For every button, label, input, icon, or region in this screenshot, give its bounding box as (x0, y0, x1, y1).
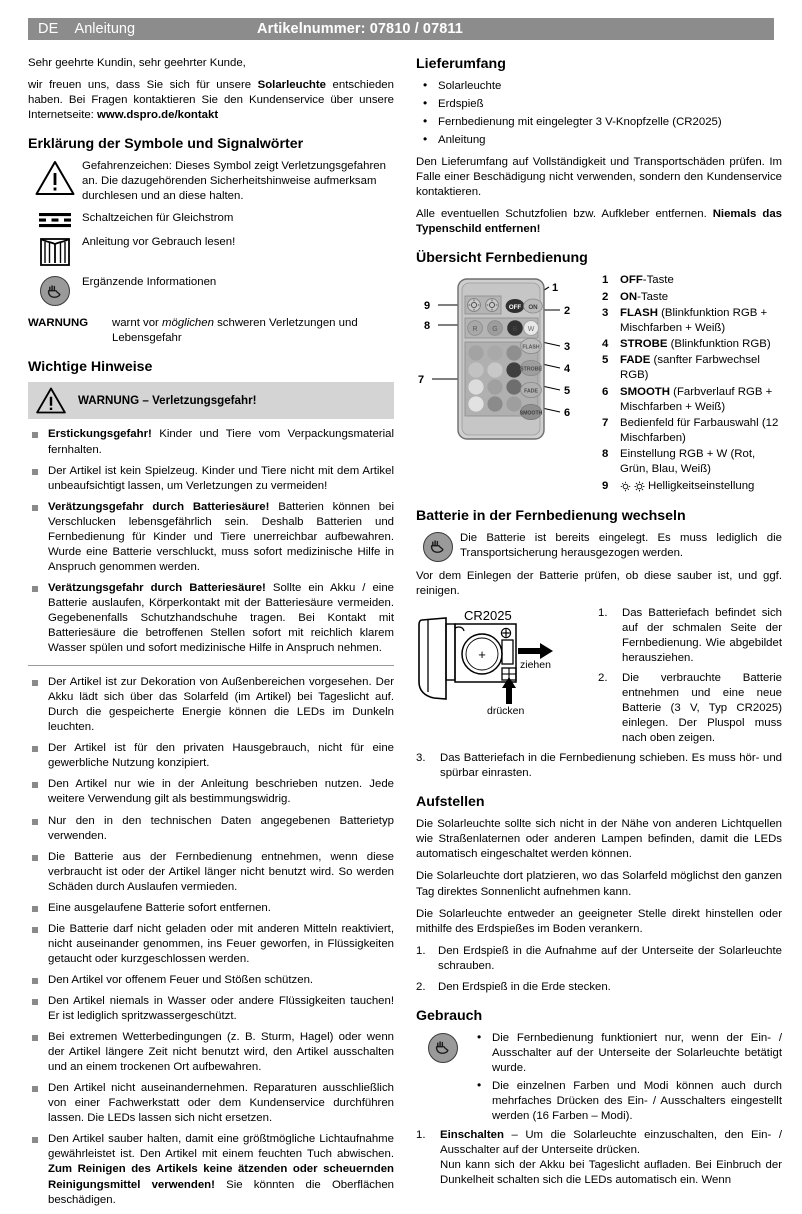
pointing-hand-glyph (46, 282, 65, 301)
bullet-text: Die Batterie aus der Fernbedienung entnehmen, wenn diese verbraucht ist oder der Artikel länger nicht benutzt wird. So werden Schäden durch Auslaufen vermieden. (48, 850, 394, 893)
callout-6: 6 (564, 407, 571, 420)
legend-item-2 (600, 290, 782, 305)
bullet-text: Den Artikel vor offenem Feuer und Stößen schützen. (48, 973, 314, 986)
legend-text: Bedienfeld für Farbauswahl (12 Mischfarben) (620, 416, 779, 445)
usage-note-block (416, 1031, 782, 1128)
list-item (28, 464, 394, 494)
pointing-hand-glyph (434, 1038, 453, 1057)
info-hand-circle (40, 276, 70, 306)
setup-steps-list (416, 944, 782, 995)
list-item (28, 1030, 394, 1075)
legend-text: -Taste (642, 274, 674, 287)
signalword-part-2: schweren Verletzungen und Lebensgefahr (112, 317, 358, 345)
signalword-text (112, 316, 394, 346)
list-item (28, 850, 394, 895)
tray-notch (455, 627, 464, 631)
usage-step-continuation: Nun kann sich der Akku bei Tageslicht aufladen. Bei Einbruch der Dunkelheit schalten sich die LEDs automatisch ein. Wenn (440, 1159, 782, 1187)
symbol-row-warning (28, 159, 394, 204)
callout-1: 1 (552, 282, 559, 295)
scope-para2-emphasis: Niemals das Typenschild entfernen! (416, 208, 782, 236)
list-item (28, 427, 394, 457)
header-document-type: Anleitung (74, 21, 136, 37)
bullet-text: Der Artikel ist für den privaten Hausgebrauch, nicht für eine gewerbliche Nutzung konzipiert. (48, 742, 394, 770)
battery-note-text: Die Batterie ist bereits eingelegt. Es muss lediglich die Transportsicherung herausgezogen werden. (460, 531, 782, 559)
list-item (416, 1128, 782, 1188)
info-hand-circle (423, 532, 453, 562)
right-column (416, 56, 782, 1193)
battery-slot-rail (446, 624, 455, 680)
brightness-setting-icons (620, 481, 645, 492)
symbol-text-manual: Anleitung vor Gebrauch lesen! (82, 236, 236, 249)
fade-button-label: FADE (524, 389, 538, 396)
setup-heading: Aufstellen (416, 794, 485, 811)
header-article-number: Artikelnummer: 07810 / 07811 (257, 21, 463, 37)
legend-item-4 (600, 337, 782, 352)
bullet-text: Eine ausgelaufene Batterie sofort entfernen. (48, 901, 271, 914)
symbol-text-warning: Gefahrenzeichen: Dieses Symbol zeigt Verletzungsgefahren an. Die dazugehörenden Sicherheitshinweise aufmerksam durchlesen und an diese halten. (82, 160, 386, 203)
red-button-label: R (472, 326, 478, 334)
legend-bold: SMOOTH (620, 385, 670, 398)
remote-housing-side (419, 618, 446, 699)
bullet-lead: Verätzungsgefahr durch Batteriesäure! (48, 581, 266, 594)
battery-retainer (502, 640, 513, 664)
symbol-row-manual (28, 235, 394, 268)
callout-9: 9 (424, 300, 431, 313)
legend-item-1 (600, 273, 782, 288)
blue-button-label: B (512, 326, 518, 334)
battery-type-label: CR2025 (464, 607, 512, 623)
strobe-button-label: STROBE (520, 367, 542, 374)
list-item: • Solarleuchte (416, 79, 782, 94)
smooth-button-label: SMOOTH (519, 411, 543, 418)
brightness-up-icon (634, 481, 645, 492)
list-item (28, 994, 394, 1024)
legend-text: (Blinkfunktion RGB + Mischfarben + Weiß) (620, 306, 768, 334)
warning-triangle-icon (36, 387, 66, 414)
intro-paragraph (28, 78, 394, 123)
legend-item-6 (600, 385, 782, 415)
list-item (28, 814, 394, 844)
bullet-text: Der Artikel ist kein Spielzeug. Kinder und Tiere nicht mit dem Artikel unbeaufsichtigt lassen, um Verletzungen zu vermeiden! (48, 464, 394, 492)
scope-para2-lead: Alle eventuellen Schutzfolien bzw. Aufkleber entfernen. (416, 208, 713, 221)
left-column (28, 56, 394, 1214)
bullet-text: Batterien können bei Verschlucken lebensgefährlich sein. Deshalb Batterien und Fernbedienung für Kinder und Tiere unerreichbar aufbewahren. Wurde eine Batterie verschluckt, muss sofort medizinische Hilfe in Anspruch genommen werden. (48, 500, 395, 573)
flash-button-label: FLASH (522, 345, 540, 352)
symbols-heading: Erklärung der Symbole und Signalwörter (28, 136, 304, 153)
legend-text: (Farbverlauf RGB + Mischfarben + Weiß) (620, 385, 773, 413)
list-item: • Anleitung (416, 133, 782, 148)
bullet-emphasis: Zum Reinigen des Artikels keine ätzenden oder scheuernden Reinigungsmittel verwenden! (48, 1163, 394, 1191)
legend-item-7 (600, 416, 782, 446)
brightness-down-icon (620, 481, 631, 492)
list-item (28, 973, 394, 988)
remote-legend (594, 273, 782, 494)
pointing-hand-glyph (429, 537, 448, 556)
symbol-text-dc: Schaltzeichen für Gleichstrom (82, 212, 234, 225)
intro-website: www.dspro.de/kontakt (97, 109, 219, 122)
legend-bold: OFF (620, 274, 643, 287)
push-arrow-icon (502, 677, 516, 704)
list-item (28, 901, 394, 916)
additional-information-icon (28, 275, 82, 306)
open-book-glyph (39, 236, 71, 268)
bullet-tail: Sie könnten die Oberflächen beschädigen. (48, 1178, 394, 1206)
on-button-label: ON (528, 304, 538, 312)
warning-banner (28, 382, 394, 419)
callout-7: 7 (418, 374, 425, 387)
two-column-body (28, 56, 782, 1214)
bullet-text: Den Artikel nicht auseinandernehmen. Reparaturen ausschließlich von einer Fachwerkstatt oder dem Kundenservice durchführen lassen. Die LEDs lassen sich nicht ersetzen. (48, 1082, 394, 1125)
warning-triangle-icon (28, 159, 82, 196)
legend-bold: FADE (620, 354, 651, 367)
warning-banner-text: WARNUNG – Verletzungsgefahr! (78, 394, 257, 408)
usage-steps-list (416, 1128, 782, 1188)
usage-step-text: – Um die Solarleuchte einzuschalten, den Ein- / Ausschalter auf der Unterseite drücken. (440, 1129, 782, 1157)
off-button-label: OFF (508, 304, 522, 312)
battery-diagram (416, 606, 594, 718)
bullet-text: Sollte ein Akku / eine Batterie auslaufen, Körperkontakt mit der Batteriesäure vermeiden. Gegebenenfalls Schutzhandschuhe tragen. Bei Kontakt mit Batteriesäure die betroffenen Stellen sofort mit reichlich klarem Wasser spülen und sofort medizinische Hilfe in Anspruch nehmen. (48, 581, 395, 655)
legend-item-5 (600, 353, 782, 383)
usage-notes-body (470, 1031, 782, 1128)
remote-legend-list (600, 273, 782, 493)
remote-overview-block (416, 273, 782, 494)
legend-text: (Blinkfunktion RGB) (667, 338, 771, 351)
setup-paragraph-3: Die Solarleuchte entweder an geeigneter Stelle direkt hinstellen oder mithilfe des Erdspießes im Boden verankern. (416, 907, 782, 935)
battery-step-3-list (416, 751, 782, 781)
scope-of-delivery-list (416, 79, 782, 148)
remote-control-diagram (416, 273, 594, 445)
additional-information-icon (416, 1031, 470, 1063)
list-item: Den Erdspieß in die Aufnahme auf der Unterseite der Solarleuchte schrauben. (438, 944, 782, 972)
symbol-text-info: Ergänzende Informationen (82, 276, 217, 289)
bullet-text: Bei extremen Wetterbedingungen (z. B. Sturm, Hagel) oder wenn der Artikel längere Zeit nicht benutzt wird, den Artikel ausschalten und an einem trockenen Ort aufbewahren. (48, 1031, 394, 1074)
legend-item-8 (600, 447, 782, 477)
list-item (28, 777, 394, 807)
battery-change-heading: Batterie in der Fernbedienung wechseln (416, 507, 686, 524)
info-hand-circle (428, 1033, 458, 1063)
salutation-text: Sehr geehrte Kundin, sehr geehrter Kunde, (28, 57, 246, 69)
callout-8: 8 (424, 320, 431, 333)
list-item (28, 741, 394, 771)
signalword-emphasis: möglichen (162, 317, 214, 330)
signalword-definition (28, 316, 394, 346)
bullet-text: Den Artikel nur wie in der Anleitung beschrieben nutzen. Jede weitere Verwendung gilt als bestimmungswidrig. (48, 778, 394, 806)
callout-3: 3 (564, 341, 571, 354)
list-item: Das Batteriefach in die Fernbedienung schieben. Es muss hör- und spürbar einrasten. (440, 752, 782, 780)
callout-5: 5 (564, 385, 571, 398)
list-item: Den Erdspieß in die Erde stecken. (438, 980, 611, 993)
important-notes-heading: Wichtige Hinweise (28, 359, 153, 376)
battery-figure-block (416, 606, 782, 751)
list-item: • Die einzelnen Farben und Modi können auch durch mehrfaches Drücken des Ein- / Ausschalters eingestellt werden (16 Farben – Modi). (470, 1079, 782, 1124)
legend-item-3 (600, 306, 782, 336)
legend-text: Helligkeitseinstellung (648, 479, 755, 492)
bullet-text: Kinder und Tiere vom Verpackungsmaterial fernhalten. (48, 428, 394, 456)
read-manual-icon (28, 235, 82, 268)
warning-bullet-list (28, 427, 394, 656)
scope-of-delivery-heading: Lieferumfang (416, 56, 506, 72)
white-button-label: W (527, 326, 535, 334)
intro-part-1: wir freuen uns, dass Sie sich für unsere (28, 79, 258, 92)
bullet-text: Den Artikel niemals in Wasser oder andere Flüssigkeiten tauchen! Er ist lediglich spritzwassergeschützt. (48, 994, 394, 1023)
push-label: drücken (487, 704, 525, 717)
pull-arrow-icon (518, 643, 553, 659)
bullet-text: Der Artikel ist zur Dekoration von Außenbereichen vorgesehen. Der Akku lädt sich über das Solarfeld (im Artikel) bei Tageslicht auf. Durch die gespeicherte Energie können die LEDs im Dunkeln leuchten. (48, 676, 394, 734)
direct-current-icon (28, 211, 82, 228)
legend-text: -Taste (637, 290, 669, 303)
list-item (28, 922, 394, 967)
list-item (28, 675, 394, 735)
list-item: • Fernbedienung mit eingelegter 3 V-Knopfzelle (CR2025) (416, 115, 782, 130)
list-item (28, 1081, 394, 1126)
scope-paragraph-1: Den Lieferumfang auf Vollständigkeit und Transportschäden prüfen. Im Falle einer Beschädigung nicht verwenden, sondern den Kundenservice kontaktieren. (416, 156, 782, 199)
scope-paragraph-2 (416, 207, 782, 237)
symbol-row-info (28, 275, 394, 306)
battery-plus-symbol: + (478, 646, 486, 662)
battery-check-paragraph: Vor dem Einlegen der Batterie prüfen, ob diese sauber ist, und ggf. reinigen. (416, 569, 782, 597)
battery-note-row (416, 531, 782, 562)
remote-overview-heading: Übersicht Fernbedienung (416, 250, 588, 267)
green-button-label: G (492, 326, 498, 334)
list-item: • Die Fernbedienung funktioniert nur, wenn der Ein- / Ausschalter auf der Unterseite der Solarleuchte betätigt wurde. (470, 1031, 782, 1076)
legend-item-9 (600, 479, 782, 494)
warning-triangle-glyph (35, 160, 75, 196)
header-language-code: DE (38, 21, 59, 37)
bullet-text: Nur den in den technischen Daten angegebenen Batterietyp verwenden. (48, 814, 394, 842)
signalword-label: WARNUNG (28, 317, 89, 330)
list-item (28, 500, 394, 575)
bullet-lead: Verätzungsgefahr durch Batteriesäure! (48, 500, 270, 513)
usage-step-lead: Einschalten (440, 1129, 504, 1142)
legend-text: (sanfter Farbwechsel RGB) (620, 354, 760, 382)
page-header-bar (28, 18, 774, 40)
bullet-text: Den Artikel sauber halten, damit eine größtmögliche Lichtaufnahme gewährleistet ist. Den Artikel mit einem feuchten Tuch abwischen. (48, 1133, 394, 1161)
list-item (28, 581, 394, 656)
list-item (28, 1132, 394, 1207)
setup-paragraph-1: Die Solarleuchte sollte sich nicht in der Nähe von anderen Lichtquellen wie Straßenlaternen oder anderen Lampen befinden, damit die LEDs automatisch eingeschaltet werden können. (416, 818, 782, 861)
bullet-text: Die Batterie darf nicht geladen oder mit anderen Mitteln reaktiviert, nicht auseinander genommen, ins Feuer geworfen, in Flüssigkeiten getaucht oder kurzgeschlossen werden. (48, 922, 394, 965)
list-item: Das Batteriefach befindet sich auf der schmalen Seite der Fernbedienung. Wie abgebildet herausziehen. (622, 606, 782, 664)
symbol-row-dc (28, 211, 394, 228)
additional-information-icon (416, 531, 460, 562)
usage-heading: Gebrauch (416, 1007, 483, 1024)
callout-2: 2 (564, 305, 571, 318)
direct-current-glyph (38, 212, 72, 228)
battery-compartment-figure (416, 606, 594, 718)
remote-control-figure (416, 273, 594, 445)
legend-bold: ON (620, 290, 638, 303)
battery-steps-column (594, 606, 782, 751)
section-divider (28, 665, 394, 666)
battery-steps-list (598, 606, 782, 746)
signalword-part-1: warnt vor (112, 317, 163, 330)
list-item: • Erdspieß (416, 97, 782, 112)
list-item: Die verbrauchte Batterie entnehmen und eine neue Batterie (3 V, Typ CR2025) einlegen. Der Pluspol muss nach oben zeigen. (622, 671, 782, 745)
bullet-lead: Erstickungsgefahr! (48, 428, 152, 441)
legend-text: Einstellung RGB + W (Rot, Grün, Blau, Weiß) (620, 448, 756, 476)
setup-paragraph-2: Die Solarleuchte dort platzieren, wo das Solarfeld möglichst den ganzen Tag direktes Sonnenlicht aufnehmen kann. (416, 870, 782, 898)
intro-part-2: entschieden haben. Bei Fragen kontaktieren Sie den Kundenservice über unsere Internetseite: (28, 79, 394, 122)
general-bullet-list (28, 675, 394, 1207)
pull-label: ziehen (520, 658, 551, 671)
legend-bold: FLASH (620, 306, 658, 319)
callout-4: 4 (564, 363, 571, 376)
legend-bold: STROBE (620, 338, 668, 351)
usage-notes-list (470, 1031, 782, 1124)
intro-product-name: Solarleuchte (257, 79, 326, 92)
